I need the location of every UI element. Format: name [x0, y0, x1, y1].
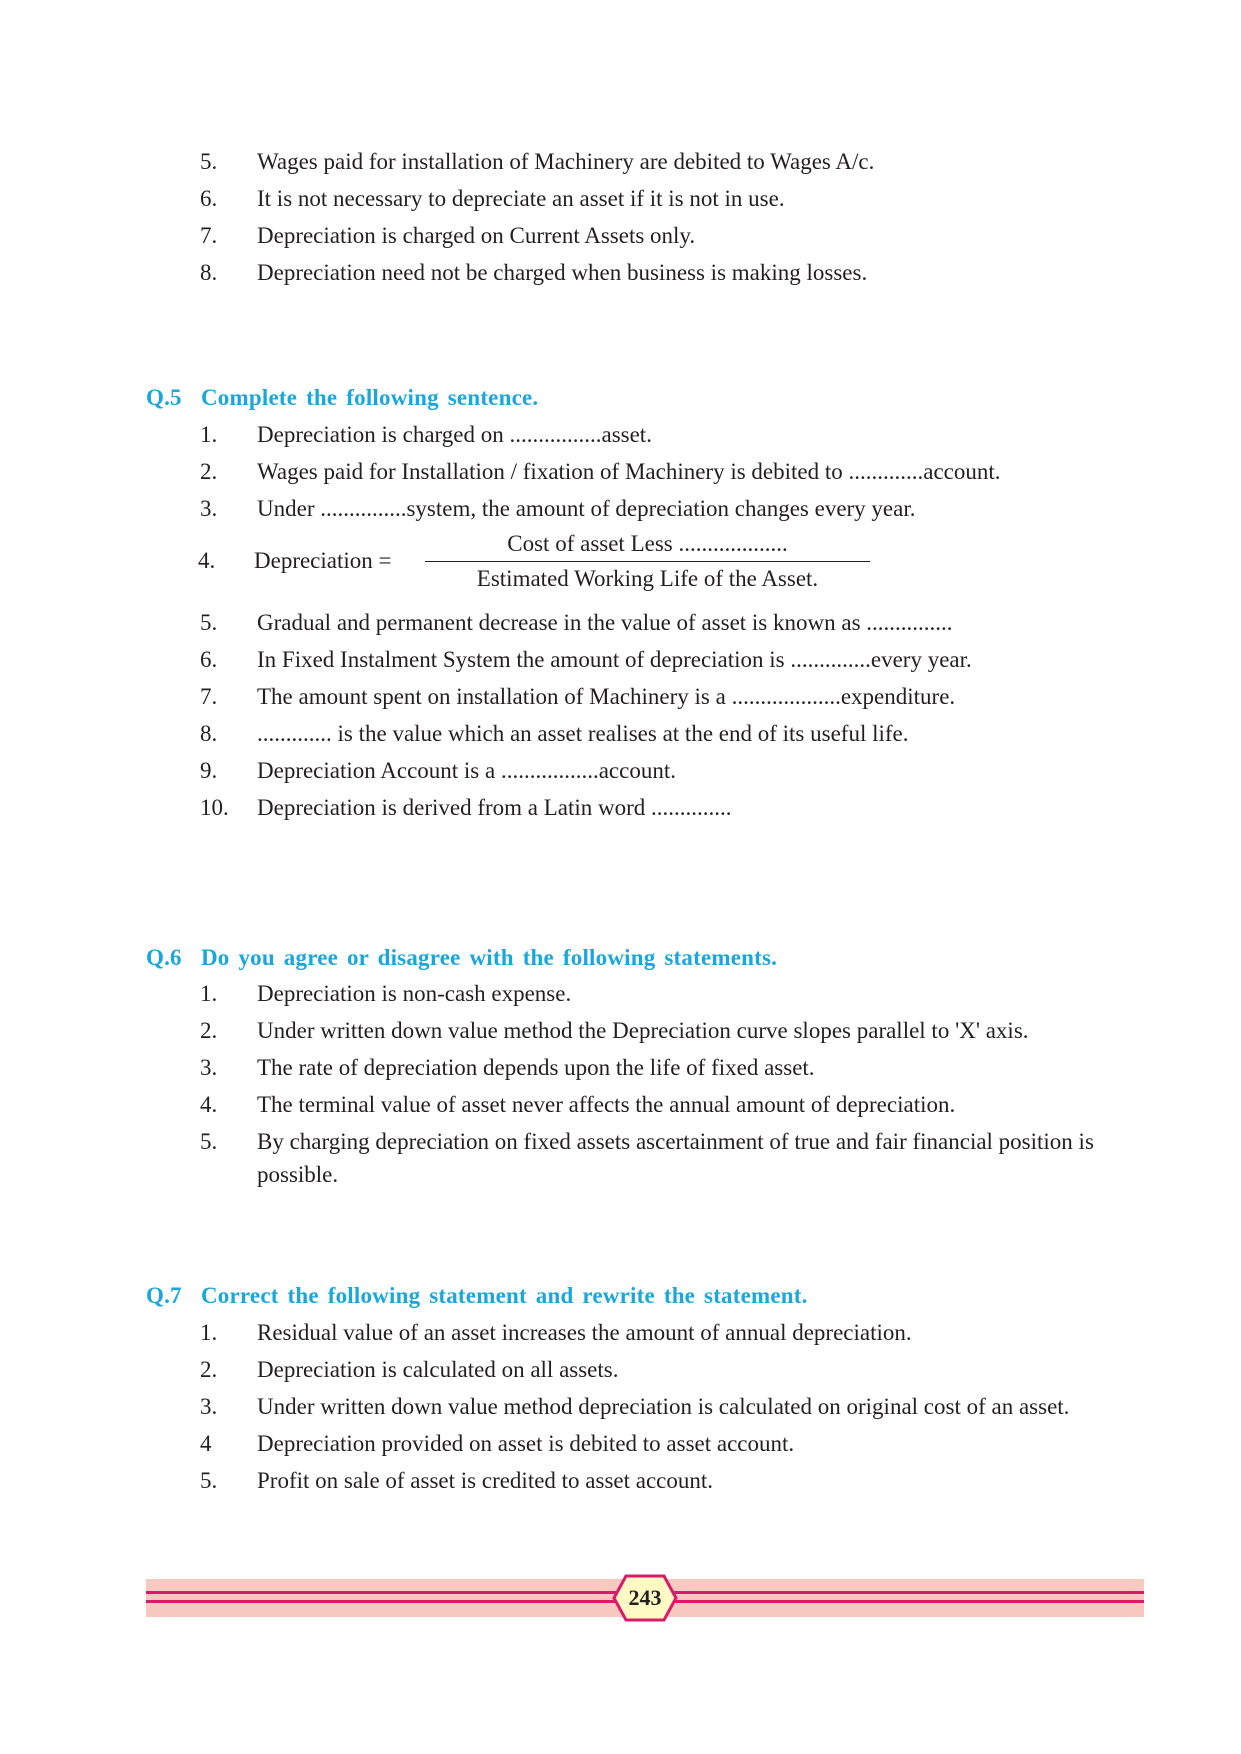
- list-item: [0, 1316, 1241, 1353]
- item-text: Depreciation need not be charged when business is making losses.: [257, 260, 868, 285]
- page-number: 243: [628, 1585, 662, 1610]
- item-text: The rate of depreciation depends upon the life of fixed asset.: [257, 1055, 815, 1080]
- list-item: [0, 219, 1241, 256]
- item-text: Under written down value method depreciation is calculated on original cost of an asset.: [257, 1394, 1070, 1419]
- item-number: 5.: [200, 1468, 218, 1493]
- item-text: Depreciation is calculated on all assets.: [257, 1357, 619, 1382]
- list-item: [0, 1125, 1241, 1195]
- item-text: Depreciation is charged on Current Assets only.: [257, 223, 696, 248]
- list-item: [0, 145, 1241, 182]
- list-item: [0, 717, 1241, 754]
- list-item: [0, 492, 1241, 529]
- question-label: Q.5: [146, 385, 182, 410]
- list-item: [0, 256, 1241, 293]
- item-text: Depreciation provided on asset is debited to asset account.: [257, 1431, 795, 1456]
- question-title: Correct the following statement and rewrite the statement.: [201, 1283, 808, 1308]
- list-item: [0, 977, 1241, 1014]
- item-text: Depreciation Account is a .................account.: [257, 758, 676, 783]
- question-label: Q.7: [146, 1283, 182, 1308]
- item-number: 6.: [200, 647, 218, 672]
- item-number: 8.: [200, 260, 218, 285]
- depreciation-formula: [0, 531, 1241, 595]
- item-number: 7.: [200, 223, 218, 248]
- list-item: [0, 1014, 1241, 1051]
- q6-list: [0, 977, 1241, 1195]
- list-item: [0, 1464, 1241, 1501]
- item-text: Profit on sale of asset is credited to asset account.: [257, 1468, 714, 1493]
- item-number: 4.: [198, 548, 216, 573]
- page-footer-band: [146, 1579, 1144, 1617]
- list-item: [0, 1427, 1241, 1464]
- question-title: Complete the following sentence.: [201, 385, 539, 410]
- list-item: [0, 1088, 1241, 1125]
- list-item: [0, 418, 1241, 455]
- item-text: In Fixed Instalment System the amount of depreciation is ..............every year.: [257, 647, 972, 672]
- item-text: It is not necessary to depreciate an asset if it is not in use.: [257, 186, 785, 211]
- question-label: Q.6: [146, 945, 182, 970]
- item-number: 4.: [200, 1092, 218, 1117]
- item-number: 8.: [200, 721, 218, 746]
- item-number: 6.: [200, 186, 218, 211]
- question-title: Do you agree or disagree with the following statements.: [201, 945, 778, 970]
- item-number: 2.: [200, 1357, 218, 1382]
- fraction-bar: [425, 561, 870, 562]
- q5-heading: [146, 385, 538, 411]
- item-number: 3.: [200, 1055, 218, 1080]
- item-number: 9.: [200, 758, 218, 783]
- list-item: [0, 1353, 1241, 1390]
- q5-list-part-1: [0, 418, 1241, 529]
- item-number: 4: [200, 1431, 212, 1456]
- item-number: 5.: [200, 149, 218, 174]
- item-number: 3.: [200, 1394, 218, 1419]
- item-text: The amount spent on installation of Machinery is a ...................expenditure.: [257, 684, 956, 709]
- item-number: 7.: [200, 684, 218, 709]
- list-item: [0, 643, 1241, 680]
- list-item: [0, 754, 1241, 791]
- list-item: [0, 680, 1241, 717]
- list-item: [0, 182, 1241, 219]
- item-number: 10.: [200, 795, 229, 820]
- item-text: Under ...............system, the amount of depreciation changes every year.: [257, 496, 916, 521]
- item-number: 1.: [200, 422, 218, 447]
- top-question-list: [0, 145, 1241, 293]
- item-text: Wages paid for Installation / fixation of Machinery is debited to .............account.: [257, 459, 1001, 484]
- item-text: ............. is the value which an asset realises at the end of its useful life.: [257, 721, 909, 746]
- list-item: [0, 1390, 1241, 1427]
- item-text: Gradual and permanent decrease in the value of asset is known as ...............: [257, 610, 953, 635]
- item-number: 5.: [200, 610, 218, 635]
- item-number: 1.: [200, 1320, 218, 1345]
- item-number: 5.: [200, 1129, 218, 1154]
- q7-heading: [146, 1283, 808, 1309]
- list-item: [0, 455, 1241, 492]
- item-text: Residual value of an asset increases the amount of annual depreciation.: [257, 1320, 912, 1345]
- page-number-badge: [612, 1574, 678, 1622]
- item-text: By charging depreciation on fixed assets ascertainment of true and fair financial position is possible.: [257, 1129, 1094, 1187]
- item-number: 1.: [200, 981, 218, 1006]
- item-number: 2.: [200, 1018, 218, 1043]
- q5-list-part-2: [0, 606, 1241, 828]
- item-text: Under written down value method the Depreciation curve slopes parallel to 'X' axis.: [257, 1018, 1029, 1043]
- item-number: 2.: [200, 459, 218, 484]
- formula-denominator: Estimated Working Life of the Asset.: [476, 566, 819, 591]
- formula-numerator: Cost of asset Less ...................: [507, 531, 788, 556]
- item-text: Depreciation is derived from a Latin word ..............: [257, 795, 732, 820]
- q7-list: [0, 1316, 1241, 1501]
- list-item: [0, 606, 1241, 643]
- item-text: Wages paid for installation of Machinery are debited to Wages A/c.: [257, 149, 875, 174]
- list-item: [0, 1051, 1241, 1088]
- item-text: The terminal value of asset never affects the annual amount of depreciation.: [257, 1092, 956, 1117]
- q6-heading: [146, 945, 777, 971]
- formula-label: Depreciation =: [254, 548, 392, 573]
- item-text: Depreciation is charged on ................asset.: [257, 422, 652, 447]
- item-number: 3.: [200, 496, 218, 521]
- list-item: [0, 791, 1241, 828]
- item-text: Depreciation is non-cash expense.: [257, 981, 572, 1006]
